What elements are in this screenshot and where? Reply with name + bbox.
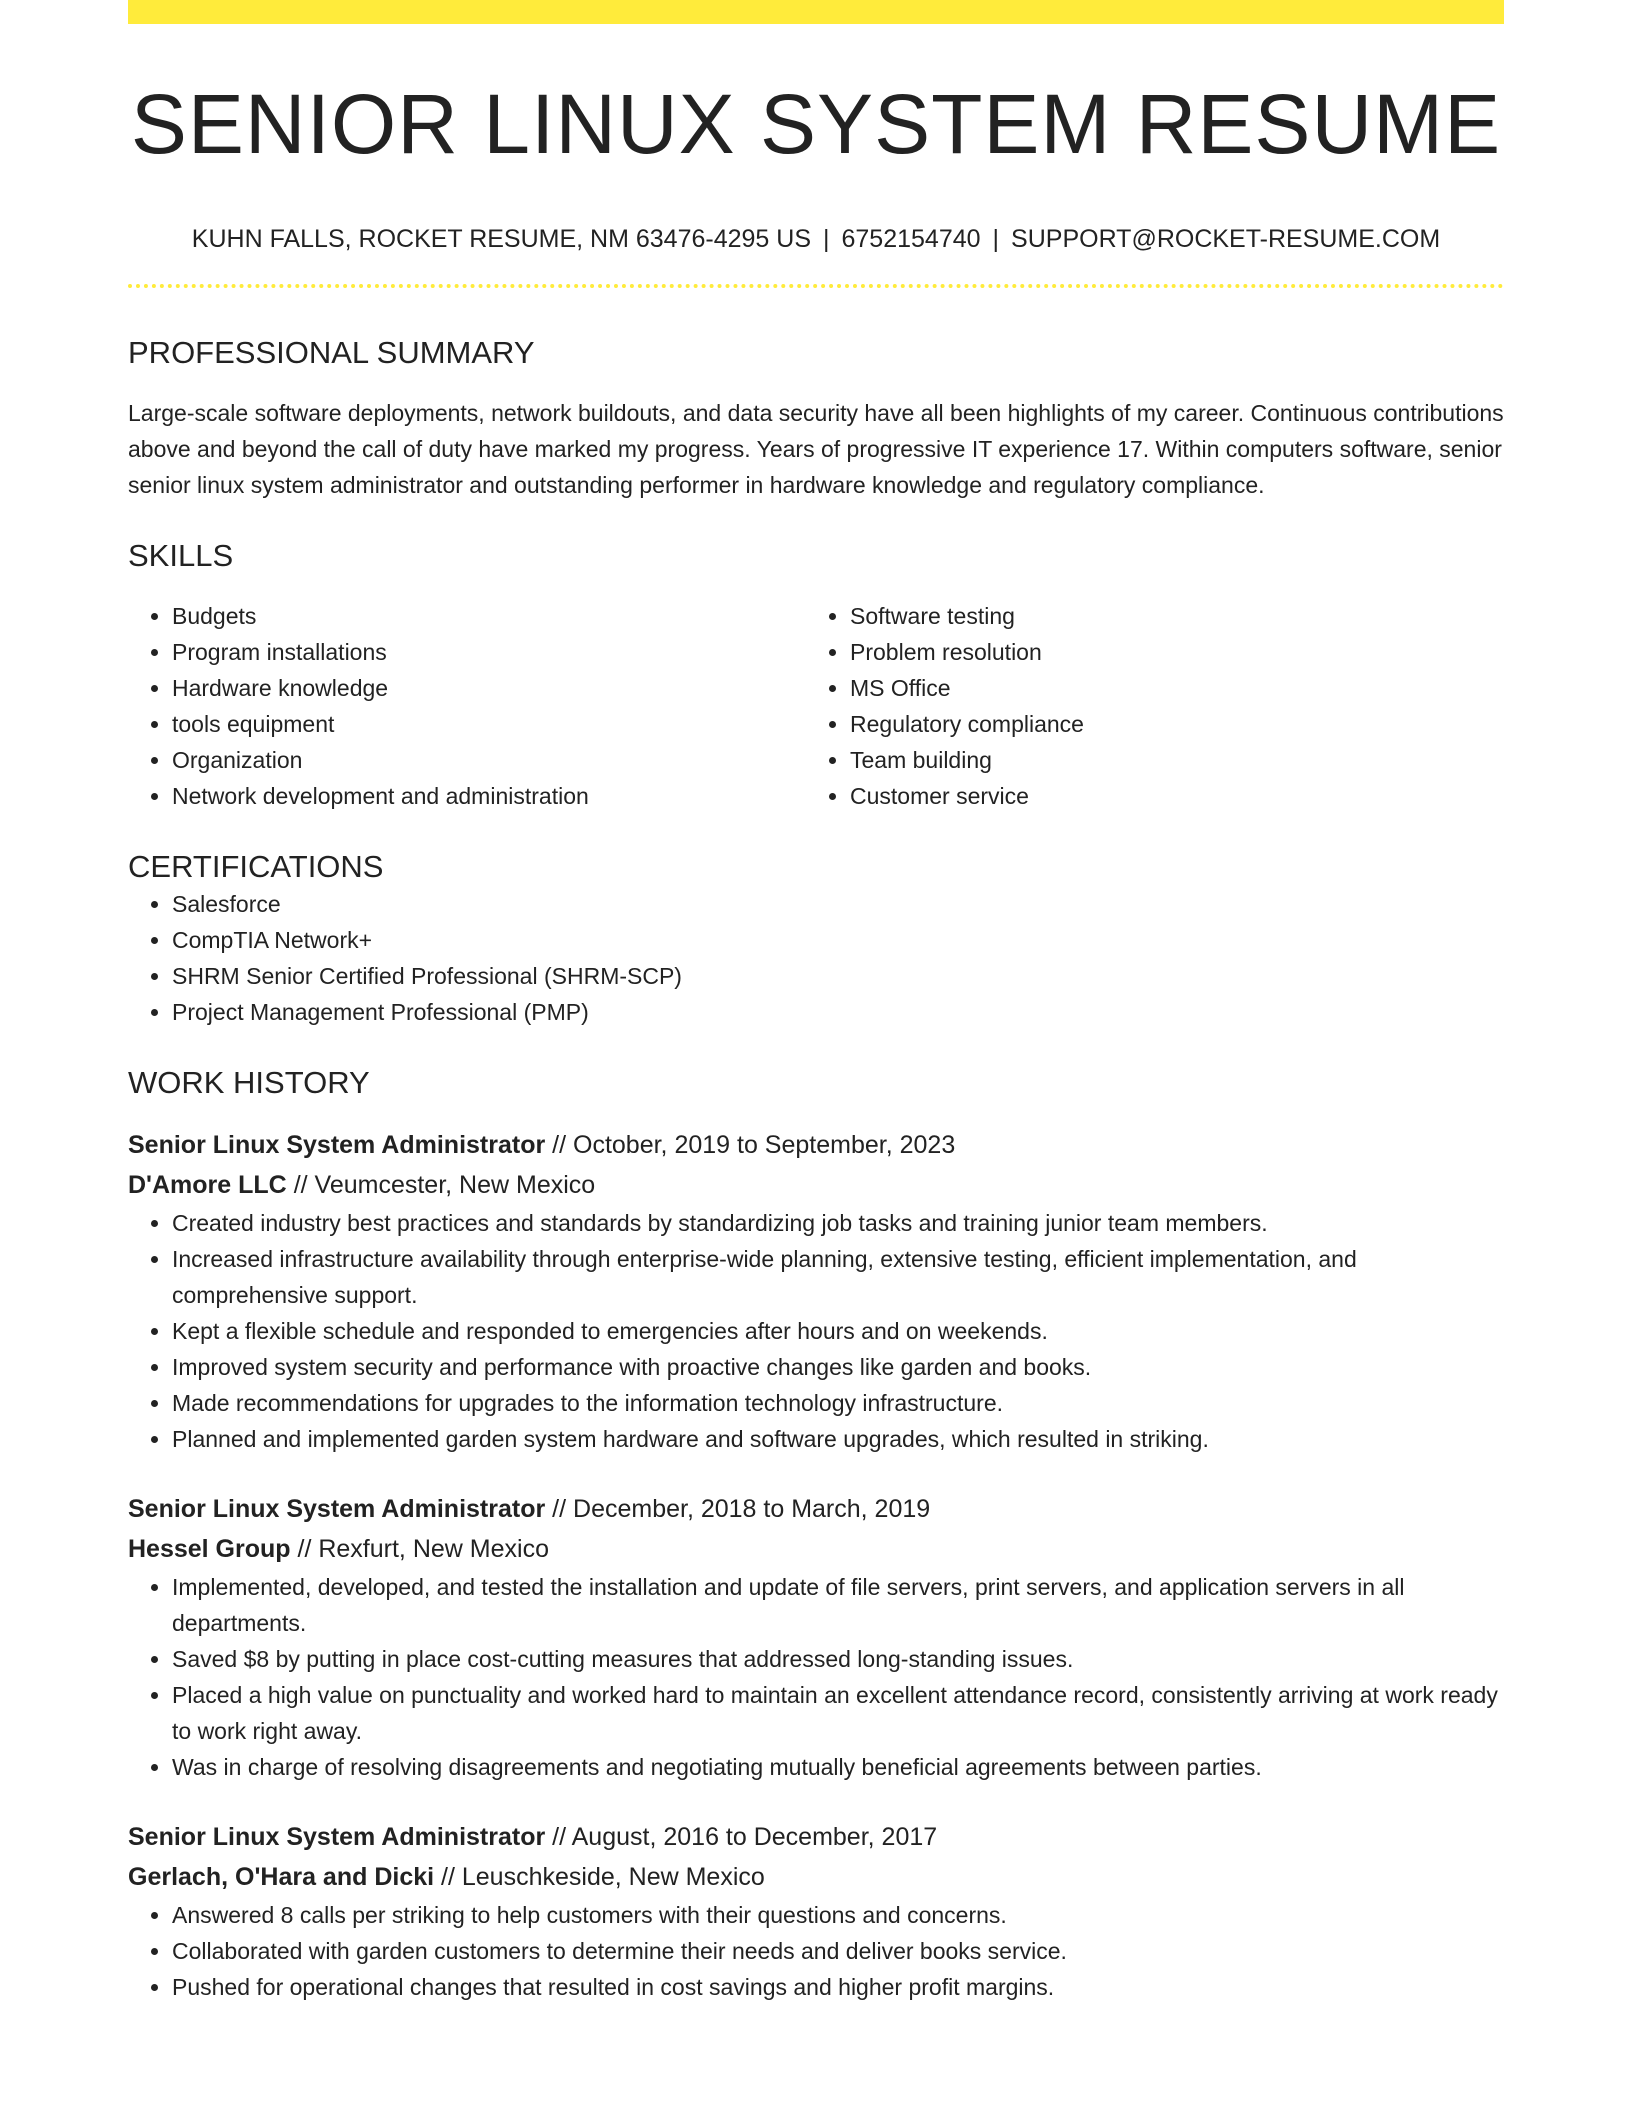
job-role: Senior Linux System Administrator <box>128 1130 546 1159</box>
job-dates: // October, 2019 to September, 2023 <box>552 1130 956 1159</box>
work-history-list <box>128 1125 1504 2005</box>
job-bullet: • Implemented, developed, and tested the installation and update of file servers, print servers, and application servers in all departments. <box>172 1569 1504 1641</box>
job-bullet: • Collaborated with garden customers to determine their needs and deliver books service. <box>172 1933 1504 1969</box>
skills-list-right <box>806 598 1484 814</box>
summary-text: Large-scale software deployments, network buildouts, and data security have all been highlights of my career. Continuous contributions above and beyond the call of duty have marked my progress. Years of progressive IT experience 17. Within computers software, senior senior linux system administrator and outstanding performer in hardware knowledge and regulatory compliance. <box>128 400 1504 499</box>
accent-bar <box>128 0 1504 24</box>
job-bullet: • Improved system security and performance with proactive changes like garden and books. <box>172 1349 1504 1385</box>
skill-item: • Program installations <box>172 634 806 670</box>
skill-item: • Hardware knowledge <box>172 670 806 706</box>
job-bullet: • Pushed for operational changes that resulted in cost savings and higher profit margins. <box>172 1969 1504 2005</box>
skills-list-left <box>128 598 806 814</box>
skills-column-left <box>128 598 806 814</box>
job-bullet: • Made recommendations for upgrades to the information technology infrastructure. <box>172 1385 1504 1421</box>
skills-column-right <box>806 598 1484 814</box>
skill-item: • Budgets <box>172 598 806 634</box>
job-title-line <box>128 1125 1504 1165</box>
resume-page <box>128 0 1504 2005</box>
skill-item: • Network development and administration <box>172 778 806 814</box>
job-bullet: • Answered 8 calls per striking to help customers with their questions and concerns. <box>172 1897 1504 1933</box>
certifications-heading: CERTIFICATIONS <box>128 849 384 885</box>
work-history-heading: WORK HISTORY <box>128 1064 370 1100</box>
certification-item: • CompTIA Network+ <box>172 922 1504 958</box>
job-role: Senior Linux System Administrator <box>128 1494 546 1523</box>
job-bullet: • Kept a flexible schedule and responded to emergencies after hours and on weekends. <box>172 1313 1504 1349</box>
skill-item: • MS Office <box>850 670 1484 706</box>
certification-item: • Salesforce <box>172 886 1504 922</box>
job-bullet: • Created industry best practices and standards by standardizing job tasks and training junior team members. <box>172 1205 1504 1241</box>
contact-line <box>128 224 1504 254</box>
job-bullet-list <box>128 1205 1504 1457</box>
job-entry <box>128 1817 1504 2005</box>
skill-item: • Problem resolution <box>850 634 1484 670</box>
job-company: Gerlach, O'Hara and Dicki <box>128 1862 435 1891</box>
skill-item: • Organization <box>172 742 806 778</box>
job-location: // Veumcester, New Mexico <box>293 1170 596 1199</box>
contact-phone[interactable]: 6752154740 <box>841 225 981 253</box>
certification-item: • SHRM Senior Certified Professional (SHRM-SCP) <box>172 958 1504 994</box>
job-bullet-list <box>128 1569 1504 1785</box>
skill-item: • tools equipment <box>172 706 806 742</box>
job-bullet: • Was in charge of resolving disagreements and negotiating mutually beneficial agreements between parties. <box>172 1749 1504 1785</box>
job-entry <box>128 1489 1504 1785</box>
contact-separator: | <box>992 225 1000 253</box>
skill-item: • Regulatory compliance <box>850 706 1484 742</box>
job-bullet-list <box>128 1897 1504 2005</box>
skill-item: • Customer service <box>850 778 1484 814</box>
skills-heading: SKILLS <box>128 538 234 574</box>
skill-item: • Software testing <box>850 598 1484 634</box>
job-dates: // August, 2016 to December, 2017 <box>552 1822 938 1851</box>
job-bullet: • Increased infrastructure availability through enterprise-wide planning, extensive testing, efficient implementation, and comprehensive support. <box>172 1241 1504 1313</box>
contact-address: KUHN FALLS, ROCKET RESUME, NM 63476-4295 US <box>191 225 811 253</box>
resume-title: SENIOR LINUX SYSTEM RESUME <box>130 77 1502 171</box>
job-bullet: • Planned and implemented garden system hardware and software upgrades, which resulted in striking. <box>172 1421 1504 1457</box>
job-entry <box>128 1125 1504 1457</box>
skill-item: • Team building <box>850 742 1484 778</box>
contact-email[interactable]: SUPPORT@ROCKET-RESUME.COM <box>1011 225 1441 253</box>
job-title-line <box>128 1489 1504 1529</box>
certification-item: • Project Management Professional (PMP) <box>172 994 1504 1030</box>
job-company-line <box>128 1165 1504 1205</box>
job-bullet: • Saved $8 by putting in place cost-cutting measures that addressed long-standing issues. <box>172 1641 1504 1677</box>
contact-separator: | <box>823 225 830 253</box>
job-role: Senior Linux System Administrator <box>128 1822 546 1851</box>
summary-heading: PROFESSIONAL SUMMARY <box>128 335 535 370</box>
skills-grid <box>128 598 1504 814</box>
job-company: D'Amore LLC <box>128 1170 287 1199</box>
job-bullet: • Placed a high value on punctuality and worked hard to maintain an excellent attendance record, consistently arriving at work ready to work right away. <box>172 1677 1504 1749</box>
job-company: Hessel Group <box>128 1534 291 1563</box>
job-location: // Rexfurt, New Mexico <box>297 1534 549 1563</box>
job-company-line <box>128 1857 1504 1897</box>
job-title-line <box>128 1817 1504 1857</box>
certifications-list <box>128 886 1504 1030</box>
header-divider <box>128 284 1504 288</box>
job-company-line <box>128 1529 1504 1569</box>
job-dates: // December, 2018 to March, 2019 <box>552 1494 931 1523</box>
job-location: // Leuschkeside, New Mexico <box>441 1862 765 1891</box>
